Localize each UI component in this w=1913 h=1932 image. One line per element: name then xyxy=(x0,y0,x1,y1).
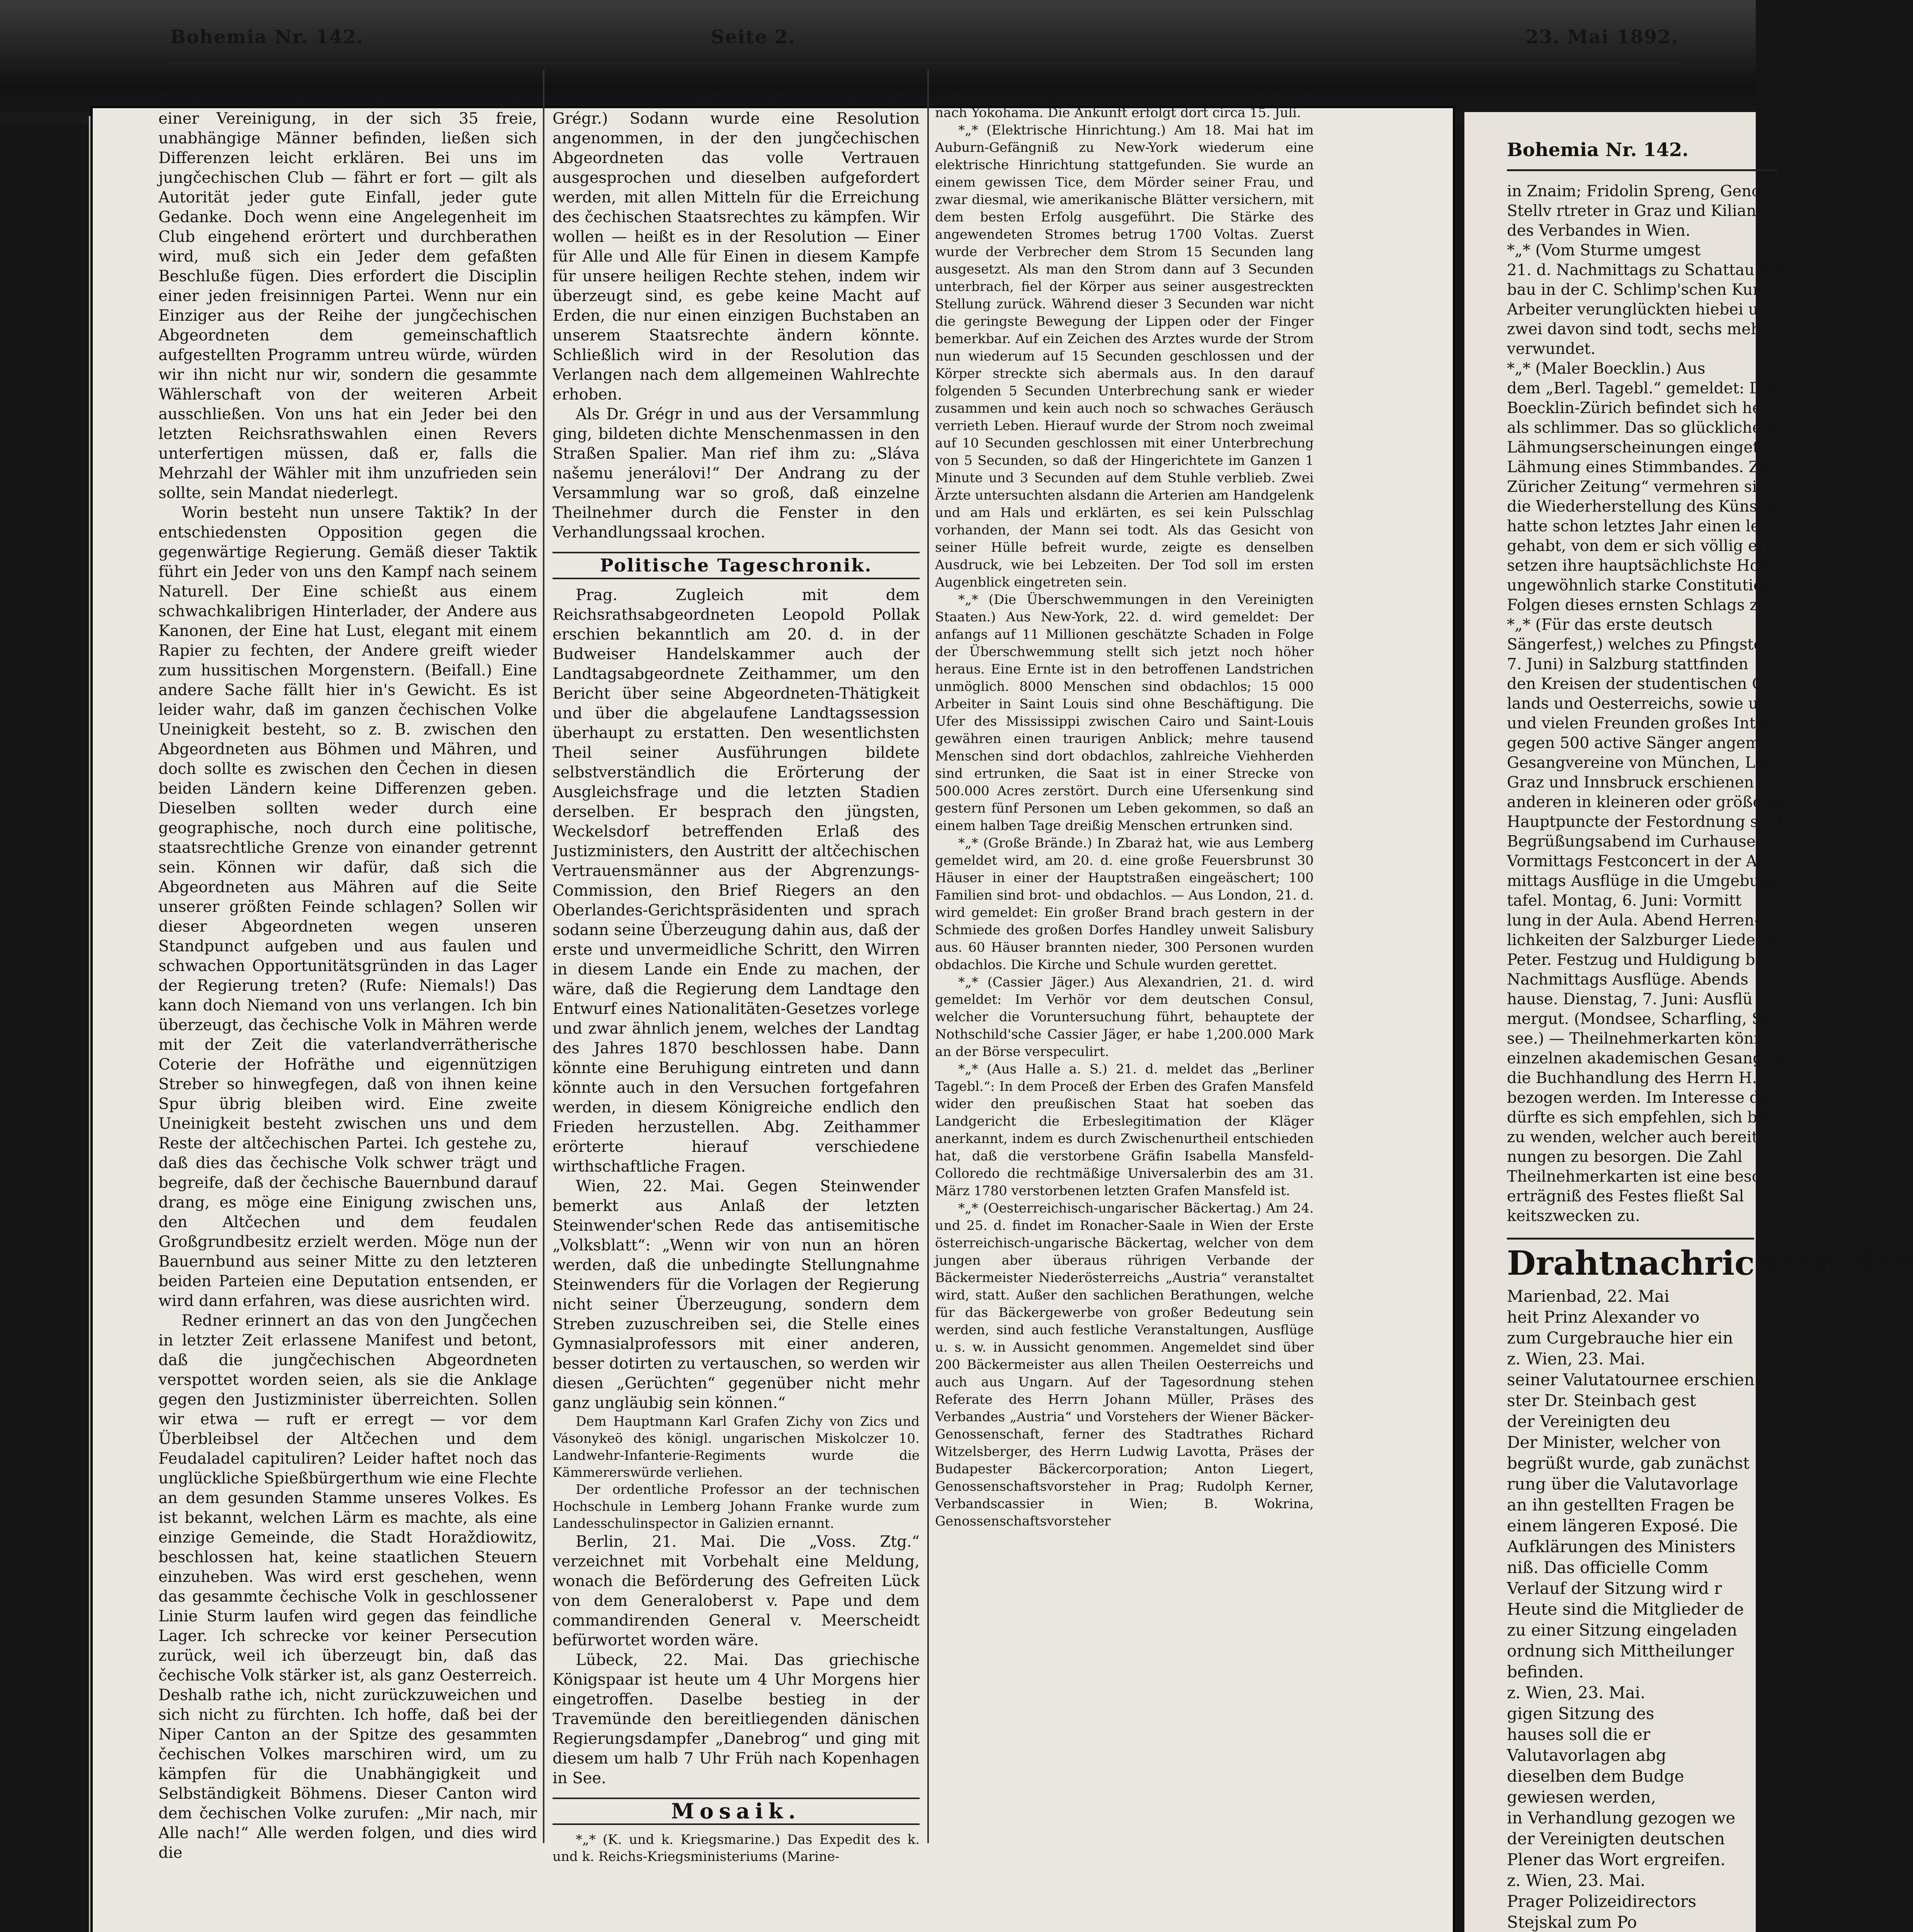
facing-page-line: Begrüßungsabend im Curhause. xyxy=(1507,833,1761,850)
facing-page-line: rung über die Valutavorlage xyxy=(1507,1475,1738,1493)
facing-page-line: einem längeren Exposé. Die xyxy=(1507,1516,1738,1535)
facing-page-line: Theilnehmerkarten ist eine beschrä xyxy=(1507,1168,1787,1185)
facing-page-line: Verlauf der Sitzung wird r xyxy=(1507,1579,1722,1598)
facing-page-line: hatte schon letztes Jahr einen le xyxy=(1507,517,1760,535)
paragraph: *„* (Cassier Jäger.) Aus Alexandrien, 21. d. wird gemeldet: Im Verhör vor dem deutschen Consul, welcher die Voruntersuchung führt, behauptete der Nothschild'sche Cassier Jäger, er habe 1,200.000 Mark an der Börse verspeculirt. xyxy=(935,975,1314,1060)
paragraph: *„* (Die Überschwemmungen in den Vereinigten Staaten.) Aus New-York, 22. d. wird gemeldet: Der anfangs auf 11 Millionen geschätzte Schaden in Folge der Überschwemmung stellt sich jetzt noch höher heraus. Eine Ernte ist in den betroffenen Landstrichen unmöglich. 8000 Menschen sind obdachlos; 15 000 Arbeiter in Saint Louis sind ohne Beschäftigung. Die Ufer des Mississippi zwischen Cairo und Saint-Louis gewähren einen traurigen Anblick; mehre tausend Menschen sind dort obdachlos, zahlreiche Viehherden sind ertrunken, die Saat ist in einer Strecke von 500.000 Acres zerstört. Durch eine Ufersenkung sind gestern fünf Personen um Leben gekommen, so daß an einem halben Tage dreißig Menschen ertrunken sind. xyxy=(935,592,1314,833)
facing-page-line: Hauptpuncte der Festordnung sind xyxy=(1507,813,1783,831)
facing-page-line: lung in der Aula. Abend Herren- xyxy=(1507,912,1760,929)
facing-page-line: hauses soll die er xyxy=(1507,1725,1650,1744)
facing-page-line: der Vereinigten deu xyxy=(1507,1412,1671,1431)
facing-page-line: Vormittags Festconcert in der Aul xyxy=(1507,852,1772,870)
facing-page-line: zum Curgebrauche hier ein xyxy=(1507,1328,1733,1347)
facing-page-line: Lähmungserscheinungen eingetreten, xyxy=(1507,439,1806,456)
facing-page-line: an ihn gestellten Fragen be xyxy=(1507,1495,1734,1514)
facing-page-line: als schlimmer. Das so glücklicherw xyxy=(1507,419,1782,437)
facing-page-line: Stejskal zum Po xyxy=(1507,1913,1637,1932)
facing-page-line: *„* (Vom Sturme umgest xyxy=(1507,242,1701,259)
facing-page-line: keitszwecken zu. xyxy=(1507,1207,1640,1225)
facing-page-line: Marienbad, 22. Mai xyxy=(1507,1287,1670,1306)
facing-page-line: 7. Juni) in Salzburg stattfinden xyxy=(1507,655,1748,673)
facing-page-line: zu wenden, welcher auch bereit is xyxy=(1507,1128,1776,1146)
facing-page-line: hause. Dienstag, 7. Juni: Ausflü xyxy=(1507,990,1753,1008)
paragraph: Worin besteht nun unsere Taktik? In der entschiedensten Opposition gegen die gegenwärtige Regierung. Gemäß dieser Taktik führt ein Jeder von uns den Kampf nach seinem Naturell. Der Eine schießt aus einem schwachkalibrigen Hinterlader, der Andere aus Kanonen, der Eine hat Lust, elegant mit einem Rapier zu fechten, der Andere greift wieder zum hussitischen Morgenstern. (Beifall.) Eine andere Sache fällt hier in's Gewicht. Es ist leider wahr, daß im ganzen čechischen Volke Uneinigkeit besteht, so z. B. zwischen den Abgeordneten aus Böhmen und Mähren, und doch sollte es zwischen den Čechen in diesen beiden Ländern keine Differenzen geben. Dieselben sollten weder durch eine geographische, noch durch eine politische, staatsrechtliche Grenze von einander getrennt sein. Können wir dafür, daß sich die Abgeordneten aus Mähren auf die Seite unserer größten Feinde schlagen? Sollen wir dieser Abgeordneten wegen unseren Standpunct aufgeben und aus faulen und schwachen Opportunitätsgründen in das Lager der Regierung treten? (Rufe: Niemals!) Das kann doch Niemand von uns verlangen. Ich bin überzeugt, das čechische Volk in Mähren werde mit der Zeit die vaterlandverrätherische Coterie der Hofräthe und eigennützigen Streber so hinwegfegen, daß von ihnen keine Spur übrig bleiben wird. Eine zweite Uneinigkeit besteht zwischen uns und dem Reste der altčechischen Partei. Ich gestehe zu, daß dies das čechische Volk schwer trägt und begreife, daß der čechische Bauernbund darauf drang, es möge eine Einigung zwischen uns, den Altčechen und dem feudalen Großgrundbesitz erzielt werden. Möge nun der Bauernbund aus seiner Mitte zu den letzteren beiden Parteien eine Deputation entsenden, er wird dann erfahren, was diese ausrichten wird. xyxy=(158,504,537,1310)
facing-page-line: niß. Das officielle Comm xyxy=(1507,1558,1709,1577)
facing-page-line: Sängerfest,) welches zu Pfingste xyxy=(1507,636,1763,653)
paragraph: *„* (Oesterreichisch-ungarischer Bäckertag.) Am 24. und 25. d. findet im Ronacher-Saale in Wien der Erste österreichisch-ungarische Bäckertag, welcher von dem jungen aber überaus rührigen Verbande der Bäckermeister Niederösterreichs „Austria“ veranstaltet wird, statt. Außer den sachlichen Berathungen, welche für das Bäckergewerbe von großer Bedeutung sein werden, sind auch festliche Veranstaltungen, Ausflüge u. s. w. in Aussicht genommen. Angemeldet sind über 200 Bäckermeister aus allen Theilen Oesterreichs und auch aus Ungarn. Auf der Tagesordnung stehen Referate des Herrn Johann Müller, Präses des Verbandes „Austria“ und Vorstehers der Wiener Bäcker-Genossenschaft, ferner des Stadtrathes Richard Witzelsberger, des Herrn Ludwig Lavotta, Präses der Budapester Bäckercorporation; Anton Liegert, Genossenschaftsvorsteher in Prag; Rudolph Kerner, Verbandscassier in Wien; B. Wokrina, Genossenschaftsvorsteher xyxy=(935,1201,1314,1529)
facing-page-line: Valutavorlagen abg xyxy=(1507,1746,1666,1765)
paragraph: Lübeck, 22. Mai. Das griechische Königspaar ist heute um 4 Uhr Morgens hier eingetroffen. Daselbe bestieg in der Travemünde den bereitliegenden dänischen Regierungsdampfer „Danebrog“ und ging mit diesem um halb 7 Uhr Früh nach Kopenhagen in See. xyxy=(553,1651,920,1787)
facing-page-line: gewiesen werden, xyxy=(1507,1787,1656,1806)
facing-page-line: Arbeiter verunglückten hiebei unter xyxy=(1507,301,1791,318)
facing-page-line: lichkeiten der Salzburger Liederta xyxy=(1507,931,1778,949)
facing-page-line: zwei davon sind todt, sechs mehr o xyxy=(1507,320,1782,338)
facing-page-line: Gesangvereine von München, Lei xyxy=(1507,754,1770,772)
paragraph: Wien, 22. Mai. Gegen Steinwender bemerkt aus Anlaß der letzten Steinwender'schen Rede das antisemitische „Volksblatt“: „Wenn wir von nun an hören werden, daß die unbedingte Stellungnahme Steinwenders für die Vorlagen der Regierung nicht seiner Überzeugung, sondern dem Streben zuzuschreiben sei, die Stelle eines Gymnasialprofessors mit einer anderen, besser dotirten zu vertauschen, so werden wir diesen „Gerüchten“ gegenüber nicht mehr ganz ungläubig sein können.“ xyxy=(553,1177,920,1412)
facing-page-line: mergut. (Mondsee, Scharfling, St xyxy=(1507,1010,1769,1028)
page-number: Seite 2. xyxy=(711,26,796,48)
paragraph: *„* (Große Brände.) In Zbaraż hat, wie aus Lemberg gemeldet wird, am 20. d. eine große Feuersbrunst 30 Häuser in einer der Hauptstraßen eingeäschert; 100 Familien sind brot- und obdachlos. — Aus London, 21. d. wird gemeldet: Ein großer Brand brach gestern in der Schmiede des großen Dorfes Handley unweit Salisbury aus. 60 Häuser brannten nieder, 300 Personen wurden obdachlos. Die Kirche und Schule wurden gerettet. xyxy=(935,835,1314,973)
facing-page-line: z. Wien, 23. Mai. xyxy=(1507,1349,1646,1368)
facing-page-line: ordnung sich Mittheilunger xyxy=(1507,1641,1734,1660)
facing-page-line: z. Wien, 23. Mai. xyxy=(1507,1871,1646,1890)
facing-page-line: Boecklin-Zürich befindet sich heute xyxy=(1507,399,1787,417)
masthead-left: Bohemia Nr. 142. xyxy=(170,26,364,48)
facing-page-line: Aufklärungen des Ministers xyxy=(1507,1537,1736,1556)
paragraph: Prag. Zugleich mit dem Reichsrathsabgeordneten Leopold Pollak erschien bekanntlich am 20. d. in der Budweiser Handelskammer auch der Landtagsabgeordnete Zeithammer, um den Bericht über seine Abgeordneten-Thätigkeit und über die abgelaufene Landtagssession überhaupt zu erstatten. Den wesentlichsten Theil seiner Ausführungen bildete selbstverständlich die Erörterung der Ausgleichsfrage und die letzten Stadien derselben. Er besprach den jüngsten, Weckelsdorf betreffenden Erlaß des Justizministers, den Austritt der altčechischen Vertrauensmänner aus der Abgrenzungs-Commission, den Brief Riegers an den Oberlandes-Gerichtspräsidenten und sprach sodann seine Überzeugung dahin aus, daß der erste und unvermeidliche Schritt, den Wirren in diesem Lande ein Ende zu machen, der wäre, daß die Regierung dem Landtage den Entwurf eines Nationalitäten-Gesetzes vorlege und zwar ähnlich jenem, welches der Landtag des Jahres 1870 beschlossen habe. Dann könnte eine Beruhigung eintreten und dann könnte auch in den Versuchen fortgefahren werden, in diesem Königreiche endlich den Frieden herzustellen. Abg. Zeithammer erörterte hierauf verschiedene wirthschaftliche Fragen. xyxy=(553,586,920,1175)
paragraph: Als Dr. Grégr in und aus der Versammlung ging, bildeten dichte Menschenmassen in den Straßen Spalier. Man rief ihm zu: „Sláva našemu jenerálovi!“ Der Andrang zu der Versammlung war so groß, daß einzelne Theilnehmer durch die Fenster in den Verhandlungssaal krochen. xyxy=(553,405,920,541)
paragraph: Redner erinnert an das von den Jungčechen in letzter Zeit erlassene Manifest und betont, daß die jungčechischen Abgeordneten verspottet worden seien, als sie die Anklage gegen den Justizminister überreichten. Sollen wir etwa — ruft er erregt — vor dem Überbleibsel der Altčechen und dem Feudaladel capituliren? Leider haftet noch das unglückliche Spießbürgerthum wie eine Flechte an dem gesunden Stamme unseres Volkes. Es ist bekannt, welchen Lärm es machte, als eine einzige Gemeinde, die Stadt Horaždiowitz, beschlossen hat, keine staatlichen Steuern einzuheben. Was wird erst geschehen, wenn das gesammte čechische Volk in geschlossener Linie Sturm laufen wird gegen das feindliche Lager. Ich schrecke vor keiner Persecution zurück, weil ich überzeugt bin, daß das čechische Volk stärker ist, als ganz Oesterreich. Deshalb rathe ich, nicht zurückzuweichen und sich nicht zu fürchten. Ich hoffe, daß bei der Niper Canton an der Spitze des gesammten čechischen Volkes marschiren wird, um zu kämpfen für die Unabhängigkeit und Selbständigkeit Böhmens. Dieser Canton wird dem čechischen Volke zurufen: „Mir nach, mir Alle nach!“ Alle werden folgen, und dies wird die xyxy=(158,1312,537,1862)
paragraph: beste Eintracht unter uns sein! (Langandauernder Beifall. Slávarufe auf Dr. Grégr.) Sodann wurde eine Resolution angenommen, in der den jungčechischen Abgeordneten das volle Vertrauen ausgesprochen und dieselben aufgefordert werden, mit allen Mitteln für die Erreichung des čechischen Staatsrechtes zu kämpfen. Wir wollen — heißt es in der Resolution — Einer für Alle und Alle für Einen in diesem Kampfe für unsere heiligen Rechte stehen, indem wir überzeugt sind, es gebe keine Macht auf Erden, die nur einen einzigen Buchstaben an unserem Staatsrechte ändern könnte. Schließlich wird in der Resolution das Verlangen nach dem allgemeinen Wahlrechte erhoben. xyxy=(553,70,920,403)
facing-page-line: heit Prinz Alexander vo xyxy=(1507,1308,1700,1327)
facing-page-top-text xyxy=(1507,182,1807,1226)
column-rule xyxy=(927,70,929,1843)
facing-page-line: bezogen werden. Im Interesse de xyxy=(1507,1089,1768,1107)
facing-page-line: Folgen dieses ernsten Schlags zu ü xyxy=(1507,596,1783,614)
facing-page-line: gegen 500 active Sänger angemeld xyxy=(1507,734,1784,752)
facing-page-line: *„* (Für das erste deutsch xyxy=(1507,616,1713,634)
paragraph: Section) versendet die Post an Sr. Majestät Schiff „Fasana“ Montag, den 13. Juni d. J., via Queenstown nach Yokohama. Die Ankunft erfolgt dort circa 15. Juli. xyxy=(935,70,1314,121)
facing-page-line: die Buchhandlung des Herrn H. S xyxy=(1507,1069,1773,1087)
facing-page-line: Nachmittags Ausflüge. Abends xyxy=(1507,971,1748,988)
facing-page-line: verwundet. xyxy=(1507,340,1596,358)
paragraph: *„* (Aus Halle a. S.) 21. d. meldet das „Berliner Tagebl.“: In dem Proceß der Erben des Grafen Mansfeld wider den preußischen Staat hat soeben das Landgericht die Erbeslegitimation der Kläger anerkannt, indem es durch Zwischenurtheil entschieden hat, daß die verstorbene Gräfin Isabella Mansfeld-Colloredo die rechtmäßige Universalerbin des am 31. März 1780 verstorbenen letzten Grafen Mansfeld ist. xyxy=(935,1061,1314,1199)
paragraph: Berlin, 21. Mai. Die „Voss. Ztg.“ verzeichnet mit Vorbehalt eine Meldung, wonach die Beförderung des Gefreiten Lück von dem Generaloberst v. Pape und dem commandirenden General v. Meerscheidt befürwortet worden wäre. xyxy=(553,1533,920,1649)
facing-page-line: Heute sind die Mitglieder de xyxy=(1507,1600,1744,1619)
facing-page-line: gehabt, von dem er sich völlig erhol xyxy=(1507,537,1789,555)
facing-page-line: den Kreisen der studentischen Ges xyxy=(1507,675,1782,693)
column-3 xyxy=(935,70,1314,1847)
facing-page-line: einzelnen akademischen Gesangver xyxy=(1507,1049,1788,1067)
facing-page-bottom-text xyxy=(1507,1286,1754,1932)
running-head xyxy=(170,23,1678,64)
facing-page-line: begrüßt wurde, gab zunächst xyxy=(1507,1454,1750,1473)
facing-page-line: dieselben dem Budge xyxy=(1507,1767,1684,1786)
facing-page-line: Prager Polizeidirectors xyxy=(1507,1892,1697,1911)
facing-page-line: bau in der C. Schlimp'schen Kun xyxy=(1507,281,1763,299)
facing-page-line: Stellv rtreter in Graz und Kilian S xyxy=(1507,202,1772,220)
facing-page-line: Züricher Zeitung“ vermehren sich xyxy=(1507,478,1776,496)
facing-page-line: ster Dr. Steinbach gest xyxy=(1507,1391,1696,1410)
facing-page-line: der Vereinigten deutschen xyxy=(1507,1829,1725,1848)
facing-page-line: mittags Ausflüge in die Umgebung xyxy=(1507,872,1779,890)
facing-page-line: Lähmung eines Stimmbandes. Zuf xyxy=(1507,458,1775,476)
issue-date: 23. Mai 1892. xyxy=(1525,26,1678,48)
facing-page-line: lands und Oesterreichs, sowie unter xyxy=(1507,695,1791,713)
facing-page-line: in Verhandlung gezogen we xyxy=(1507,1808,1736,1827)
paragraph: Dem Hauptmann Karl Grafen Zichy von Zics und Vásonykeö des königl. ungarischen Miskolczer 10. Landwehr-Infanterie-Regiments wurde die Kämmererswürde verliehen. xyxy=(553,1414,920,1480)
facing-page xyxy=(1464,112,1913,1932)
paragraph: Der ordentliche Professor an der technischen Hochschule in Lemberg Johann Franke wurde zum Landesschulinspector in Galizien ernannt. xyxy=(553,1482,920,1531)
facing-page-line: tafel. Montag, 6. Juni: Vormitt xyxy=(1507,892,1742,910)
facing-page-line: Plener das Wort ergreifen. xyxy=(1507,1850,1726,1869)
column-1 xyxy=(158,70,537,1862)
facing-page-line: setzen ihre hauptsächlichste Hoffnu xyxy=(1507,557,1790,575)
column-2 xyxy=(553,70,920,1864)
facing-page-line: erträgniß des Festes fließt Sal xyxy=(1507,1187,1744,1205)
section-heading-politische-tageschronik: Politische Tageschronik. xyxy=(553,552,920,579)
section-heading-drahtnachrichten: Drahtnachrichten der xyxy=(1507,1238,1754,1282)
facing-page-line: Graz und Innsbruck erschienen co xyxy=(1507,774,1777,791)
facing-page-line: Peter. Festzug und Huldigung bei xyxy=(1507,951,1769,969)
facing-page-line: und vielen Freunden großes Inter xyxy=(1507,714,1772,732)
facing-page-line: 21. d. Nachmittags zu Schattau bei xyxy=(1507,261,1784,279)
facing-page-line: *„* (Maler Boecklin.) Aus xyxy=(1507,360,1706,378)
paragraph: *„* (K. und k. Kriegsmarine.) Das Expedit des k. und k. Reichs-Kriegsministeriums (Marine- xyxy=(553,1832,920,1864)
facing-page-line: die Wiederherstellung des Künstlers xyxy=(1507,498,1793,515)
facing-page-line: Der Minister, welcher von xyxy=(1507,1433,1721,1452)
facing-page-line: zu einer Sitzung eingeladen xyxy=(1507,1621,1738,1639)
facing-page-line: ungewöhnlich starke Constitution, die xyxy=(1507,577,1807,594)
paragraph: breiteten Nachrichten, daß im jungčechischen Club Uneinigkeit herrsche, seien unrichtig. In einer Vereinigung, in der sich 35 freie, unabhängige Männer befinden, ließen sich Differenzen leicht erklären. Bei uns im jungčechischen Club — fährt er fort — gilt als Autorität jeder gute Einfall, jeder gute Gedanke. Doch wenn eine Angelegenheit im Club eingehend erörtert und durchberathen wird, muß sich ein Jeder dem gefaßten Beschluße fügen. Dies erfordert die Disciplin einer jeden freisinnigen Partei. Wenn nur ein Einziger aus der Reihe der jungčechischen Abgeordneten dem gemeinschaftlich aufgestellten Programm untreu würde, würden wir ihn nicht nur wir, sondern die gesammte Wählerschaft von der weiteren Arbeit ausschließen. Von uns hat ein Jeder bei den letzten Reichsrathswahlen einen Revers unterfertigen müssen, daß er, falls die Mehrzahl der Wähler mit ihm unzufrieden sein sollte, sein Mandat niederlegt. xyxy=(158,70,537,502)
facing-page-line: see.) — Theilnehmerkarten können xyxy=(1507,1030,1783,1048)
facing-page-line: anderen in kleineren oder größeren xyxy=(1507,793,1789,811)
column-rule xyxy=(543,70,544,1843)
facing-page-line: nungen zu besorgen. Die Zahl xyxy=(1507,1148,1743,1166)
facing-page-line: dürfte es sich empfehlen, sich bir xyxy=(1507,1109,1770,1126)
facing-page-line: z. Wien, 23. Mai. xyxy=(1507,1683,1646,1702)
facing-page-line: dem „Berl. Tagebl.“ gemeldet: Der xyxy=(1507,379,1779,397)
facing-page-line: gigen Sitzung des xyxy=(1507,1704,1655,1723)
section-heading-mosaik: Mosaik. xyxy=(553,1798,920,1825)
facing-page-line: seiner Valutatournee erschien xyxy=(1507,1370,1755,1389)
facing-page-column xyxy=(1507,182,1913,1932)
facing-page-line: des Verbandes in Wien. xyxy=(1507,222,1690,240)
facing-page-line: befinden. xyxy=(1507,1662,1584,1681)
facing-page-line: in Znaim; Fridolin Spreng, Genoss xyxy=(1507,182,1777,200)
facing-page-masthead: Bohemia Nr. 142. xyxy=(1507,139,1777,171)
paragraph: *„* (Elektrische Hinrichtung.) Am 18. Mai hat im Auburn-Gefängniß zu New-York wiederum eine elektrische Hinrichtung stattgefunden. Sie wurde an einem gewissen Tice, dem Mörder seiner Frau, und zwar diesmal, wie amerikanische Blätter versichern, mit dem besten Erfolg ausgeführt. Die Stärke des angewendeten Stromes betrug 1700 Voltas. Zuerst wurde der Verbrecher dem Strom 15 Secunden lang ausgesetzt. Als man den Strom dann auf 3 Secunden unterbrach, fiel der Körper aus seiner ausgestreckten Stellung zurück. Während dieser 3 Secunden war nicht die geringste Bewegung der Lippen oder der Finger bemerkbar. Auf ein Zeichen des Arztes wurde der Strom nun wiederum auf 15 Secunden geschlossen und der Körper streckte sich abermals aus. In den darauf folgenden 5 Secunden Unterbrechung sank er wieder zusammen und kein auch noch so schwaches Geräusch verrieth Leben. Hierauf wurde der Strom noch zweimal auf 10 Secunden geschlossen mit einer Unterbrechung von 5 Secunden, so daß der Hingerichtete im Ganzen 1 Minute und 3 Secunden auf dem Stuhle verblieb. Zwei Ärzte untersuchten alsdann die Arterien am Handgelenk und am Hals und erklärten, es sei kein Pulsschlag vorhanden, der Mann sei todt. Als das Gesicht von seiner Hülle befreit wurde, zeigte es denselben Ausdruck, wie bei Lebzeiten. Der Tod soll im ersten Augenblick eingetreten sein. xyxy=(935,122,1314,590)
